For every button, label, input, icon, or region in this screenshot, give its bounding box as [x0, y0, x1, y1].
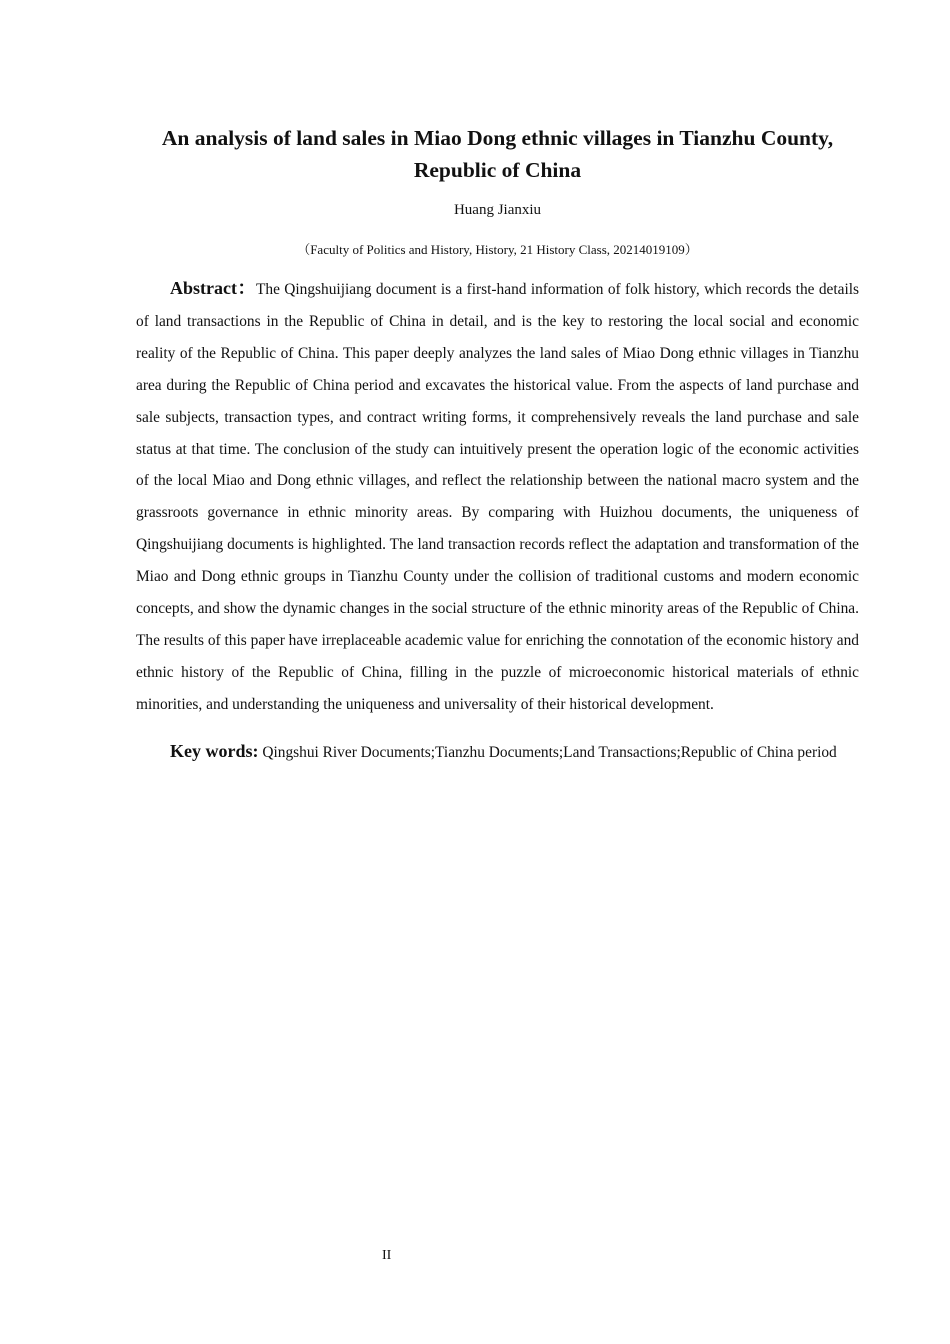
author-affiliation: （Faculty of Politics and History, History, 21 History Class, 20214019109）	[297, 242, 698, 257]
keywords-text: Qingshui River Documents;Tianzhu Documents;Land Transactions;Republic of China period	[262, 744, 837, 762]
page-number: II	[382, 1248, 392, 1263]
abstract-label: Abstract：	[170, 278, 256, 298]
abstract-text: The Qingshuijiang document is a first-hand information of folk history, which records the details of land transactions in the Republic of China in detail, and is the key to restoring the local social and economic reality of the Republic of China. This paper deeply analyzes the land sales of Miao Dong ethnic villages in Tianzhu area during the Republic of China period and excavates the historical value. From the aspects of land purchase and sale subjects, transaction types, and contract writing forms, it comprehensively reveals the land purchase and sale status at that time. The conclusion of the study can intuitively present the operation logic of the economic activities of the local Miao and Dong ethnic villages, and reflect the relationship between the national macro system and the grassroots governance in ethnic minority areas. By comparing with Huizhou documents, the uniqueness of Qingshuijiang documents is highlighted. The land transaction records reflect the adaptation and transformation of the Miao and Dong ethnic groups in Tianzhu County under the collision of traditional customs and modern economic concepts, and show the dynamic changes in the social structure of the ethnic minority areas of the Republic of China. The results of this paper have irreplaceable academic value for enriching the connotation of the economic history and ethnic history of the Republic of China, filling in the puzzle of microeconomic historical materials of ethnic minorities, and understanding the uniqueness and universality of their historical development.	[136, 281, 859, 713]
abstract-paragraph	[136, 273, 859, 721]
paper-title: An analysis of land sales in Miao Dong ethnic villages in Tianzhu County, Republic of China	[161, 126, 834, 182]
keywords-paragraph	[136, 736, 859, 769]
keywords-label: Key words:	[170, 741, 259, 762]
paper-page	[136, 122, 859, 784]
author-name: Huang Jianxiu	[453, 202, 542, 218]
